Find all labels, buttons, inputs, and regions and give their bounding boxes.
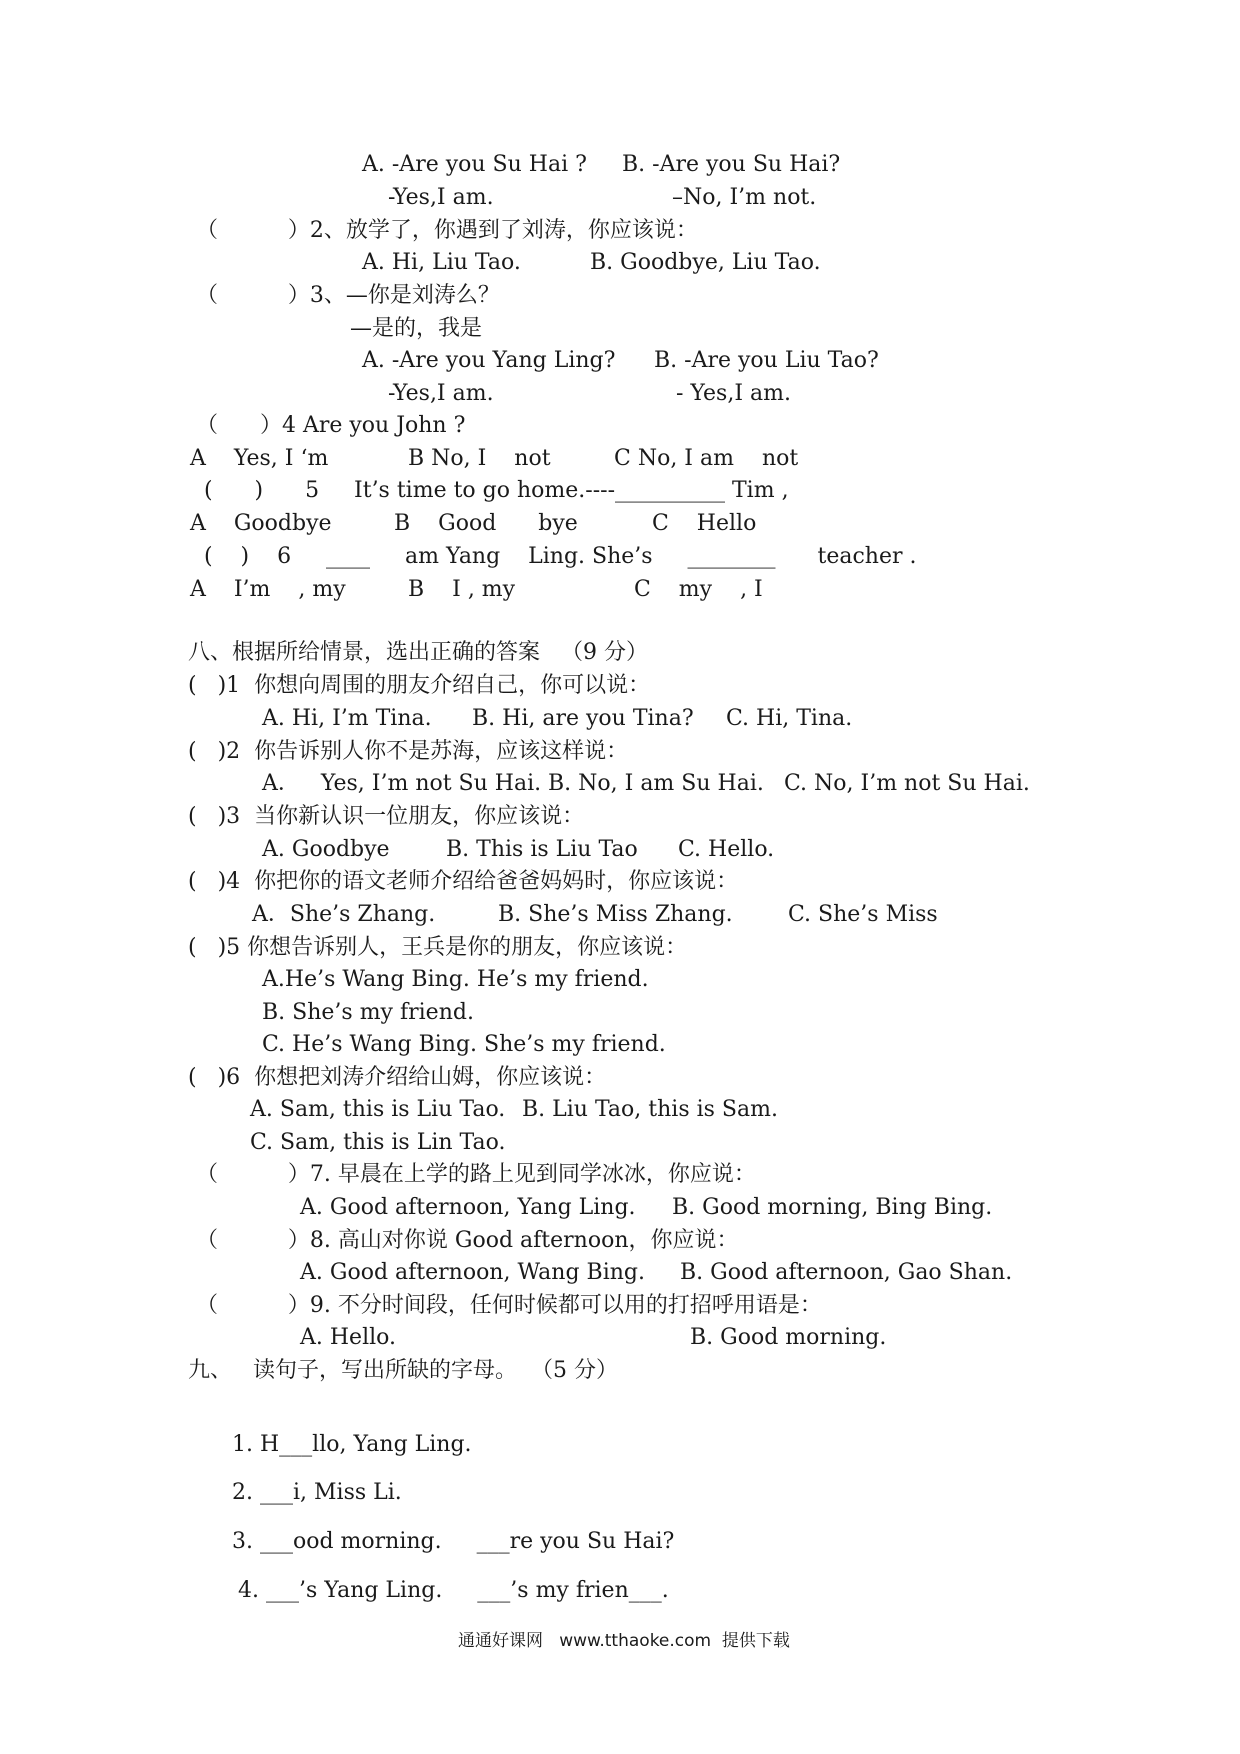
s8-q6-option-b: B. Liu Tao, this is Sam. (522, 1097, 778, 1122)
q6-option-c: C my , I (634, 577, 763, 602)
s8-q9-option-b: B. Good morning. (690, 1325, 887, 1350)
s8-q6-stem: ( )6 你想把刘涛介绍给山姆，你应该说： (188, 1065, 607, 1090)
s8-q1-option-a: A. Hi, I’m Tina. (262, 706, 432, 731)
s9-item-4: 4. ___’s Yang Ling. ___’s my frien___. (238, 1578, 669, 1603)
s8-q8-option-b: B. Good afternoon, Gao Shan. (680, 1260, 1013, 1285)
s8-q1-stem: ( )1 你想向周围的朋友介绍自己，你可以说： (188, 673, 651, 698)
q5-option-a: A Goodbye (190, 511, 332, 536)
s8-q8-option-a: A. Good afternoon, Wang Bing. (300, 1260, 645, 1285)
q5-stem: ( ) 5 It’s time to go home.----__________ Tim , (190, 478, 789, 503)
prev-q-option-a: A. -Are you Su Hai ? (362, 152, 587, 177)
prev-q-answer-b: –No, I’m not. (672, 185, 817, 210)
s8-q4-option-c: C. She’s Miss (788, 902, 938, 927)
s8-q2-stem: ( )2 你告诉别人你不是苏海，应该这样说： (188, 739, 629, 764)
s9-item-3: 3. ___ood morning. ___re you Su Hai? (232, 1529, 675, 1554)
s8-q3-stem: ( )3 当你新认识一位朋友，你应该说： (188, 804, 585, 829)
s8-q6-option-c: C. Sam, this is Lin Tao. (250, 1130, 506, 1155)
s8-q7-option-b: B. Good morning, Bing Bing. (672, 1195, 993, 1220)
s8-q1-option-c: C. Hi, Tina. (726, 706, 853, 731)
s8-q5-option-b: B. She’s my friend. (262, 1000, 474, 1025)
s8-q9-option-a: A. Hello. (300, 1325, 397, 1350)
q6-option-b: B I , my (408, 577, 516, 602)
prev-q-answer-a: -Yes,I am. (388, 185, 494, 210)
s8-q4-option-a: A．She’s Zhang. (252, 902, 436, 927)
s9-item-2: 2. ___i, Miss Li. (232, 1480, 402, 1505)
s8-q7-option-a: A. Good afternoon, Yang Ling. (300, 1195, 636, 1220)
s8-q1-option-b: B. Hi, are you Tina? (472, 706, 694, 731)
q3-option-a: A. -Are you Yang Ling? (362, 348, 616, 373)
s8-q3-option-c: C. Hello. (678, 837, 775, 862)
s8-q7-stem: （ ）7. 早晨在上学的路上见到同学冰冰，你应说： (196, 1162, 756, 1187)
q4-option-a: A Yes, I ‘m (190, 446, 329, 471)
section9-heading: 九、 读句子，写出所缺的字母。 （5 分） (188, 1358, 618, 1383)
q3-answer-b: - Yes,I am. (676, 381, 791, 406)
q3-stem: （ ）3、—你是刘涛么？ (196, 283, 500, 308)
q3-line2: —是的，我是 (350, 316, 483, 341)
s8-q2-option-c: C. No, I’m not Su Hai. (784, 771, 1030, 796)
s9-item-1: 1. H___llo, Yang Ling. (232, 1432, 472, 1457)
s8-q5-option-c: C. He’s Wang Bing. She’s my friend. (262, 1032, 666, 1057)
q2-stem: （ ）2、放学了，你遇到了刘涛，你应该说： (196, 218, 698, 243)
q5-option-c: C Hello (652, 511, 757, 536)
q6-option-a: A I’m , my (190, 577, 346, 602)
s8-q2-option-b: B. No, I am Su Hai. (548, 771, 764, 796)
q3-option-b: B. -Are you Liu Tao? (654, 348, 879, 373)
s8-q9-stem: （ ）9. 不分时间段，任何时候都可以用的打招呼用语是： (196, 1293, 822, 1318)
q4-stem: （ ）4 Are you John ? (196, 413, 466, 438)
section8-heading: 八、根据所给情景，选出正确的答案 （9 分） (188, 640, 648, 665)
s8-q6-option-a: A. Sam, this is Liu Tao. (250, 1097, 506, 1122)
s8-q5-stem: ( )5 你想告诉别人，王兵是你的朋友，你应该说： (188, 935, 688, 960)
q4-option-c: C No, I am not (614, 446, 799, 471)
q4-option-b: B No, I not (408, 446, 551, 471)
q2-option-b: B. Goodbye, Liu Tao. (590, 250, 821, 275)
prev-q-option-b: B. -Are you Su Hai? (622, 152, 841, 177)
s8-q4-option-b: B. She’s Miss Zhang. (498, 902, 733, 927)
s8-q2-option-a: A． Yes, I’m not Su Hai. (262, 771, 542, 796)
q6-stem: ( ) 6 ____ am Yang Ling. She’s ________ teacher . (190, 544, 917, 569)
s8-q4-stem: ( )4 你把你的语文老师介绍给爸爸妈妈时，你应该说： (188, 869, 739, 894)
s8-q3-option-b: B. This is Liu Tao (446, 837, 638, 862)
q3-answer-a: -Yes,I am. (388, 381, 494, 406)
footer-credit: 通通好课网 www.tthaoke.com 提供下载 (458, 1631, 790, 1651)
q5-option-b: B Good bye (394, 511, 578, 536)
s8-q8-stem: （ ）8. 高山对你说 Good afternoon，你应说： (196, 1228, 739, 1253)
q2-option-a: A. Hi, Liu Tao. (362, 250, 521, 275)
s8-q5-option-a: A.He’s Wang Bing. He’s my friend. (262, 967, 649, 992)
s8-q3-option-a: A. Goodbye (262, 837, 390, 862)
